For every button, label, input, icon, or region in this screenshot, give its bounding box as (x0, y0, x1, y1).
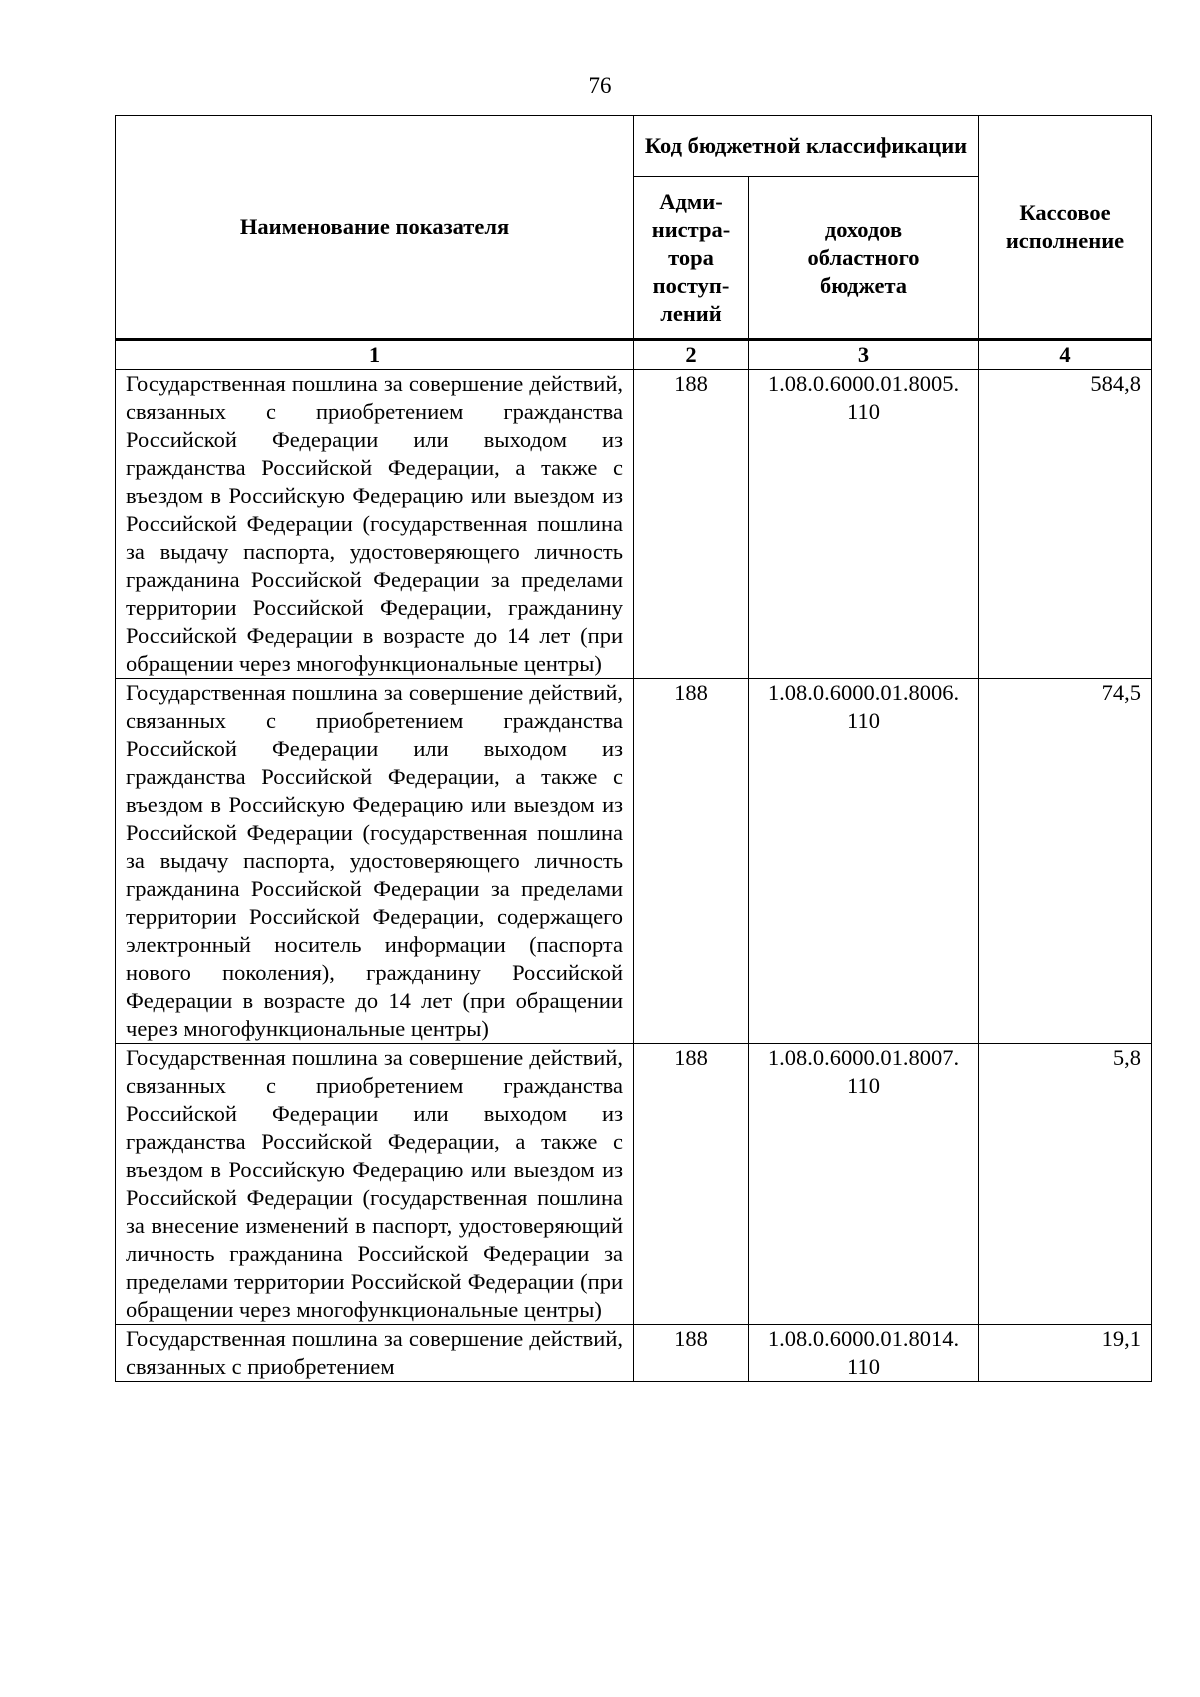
table-row (116, 1325, 1152, 1382)
indicator-name: Государственная пошлина за совершение действий, связанных с приобретением гражданства Российской Федерации или выходом из гражданства Российской Федерации, а также с въездом в Российскую Федерацию или выездом из Российской Федерации (государственная пошлина за внесение изменений в паспорт, удостоверяющий личность гражданина Российской Федерации за пределами территории Российской Федерации (при обращении через многофункциональные центры) (116, 1044, 634, 1325)
cash-execution-amount: 584,8 (979, 370, 1152, 679)
cash-execution-amount: 74,5 (979, 679, 1152, 1044)
indicator-name: Государственная пошлина за совершение действий, связанных с приобретением (116, 1325, 634, 1382)
table-row (116, 679, 1152, 1044)
cash-execution-amount: 19,1 (979, 1325, 1152, 1382)
indicator-name: Государственная пошлина за совершение действий, связанных с приобретением гражданства Российской Федерации или выходом из гражданства Российской Федерации, а также с въездом в Российскую Федерацию или выездом из Российской Федерации (государственная пошлина за выдачу паспорта, удостоверяющего личность гражданина Российской Федерации за пределами территории Российской Федерации, гражданину Российской Федерации в возрасте до 14 лет (при обращении через многофункциональные центры) (116, 370, 634, 679)
indicator-name: Государственная пошлина за совершение действий, связанных с приобретением гражданства Российской Федерации или выходом из гражданства Российской Федерации, а также с въездом в Российскую Федерацию или выездом из Российской Федерации (государственная пошлина за выдачу паспорта, удостоверяющего личность гражданина Российской Федерации за пределами территории Российской Федерации, содержащего электронный носитель информации (паспорта нового поколения), гражданину Российской Федерации в возрасте до 14 лет (при обращении через многофункциональные центры) (116, 679, 634, 1044)
column-number: 3 (749, 340, 979, 370)
header-revenue-administrator: Адми- нистра- тора поступ- лений (634, 177, 749, 340)
page-number: 76 (588, 73, 612, 98)
administrator-code: 188 (634, 1044, 749, 1325)
header-budget-code-group: Код бюджетной классификации (634, 116, 979, 177)
income-code-part: 110 (847, 708, 880, 733)
cash-execution-amount: 5,8 (979, 1044, 1152, 1325)
administrator-code: 188 (634, 370, 749, 679)
income-code-part: 1.08.0.6000.01.8006. (767, 680, 960, 705)
income-code (749, 1044, 979, 1325)
income-code-part: 110 (847, 1354, 880, 1379)
header-indicator-name: Наименование показателя (116, 116, 634, 340)
income-code (749, 679, 979, 1044)
income-code-part: 1.08.0.6000.01.8014. (767, 1326, 960, 1351)
table-row (116, 1044, 1152, 1325)
income-code-part: 1.08.0.6000.01.8007. (767, 1045, 960, 1070)
income-code (749, 370, 979, 679)
table-row (116, 370, 1152, 679)
column-number: 1 (116, 340, 634, 370)
income-code-part: 110 (847, 1073, 880, 1098)
income-code-part: 1.08.0.6000.01.8005. (767, 371, 960, 396)
income-code (749, 1325, 979, 1382)
budget-income-table (115, 115, 1152, 1382)
header-cash-execution: Кассовое исполнение (979, 116, 1152, 340)
column-number: 2 (634, 340, 749, 370)
column-number-row (116, 340, 1152, 370)
income-code-part: 110 (847, 399, 880, 424)
column-number: 4 (979, 340, 1152, 370)
header-regional-budget-income: доходов областного бюджета (749, 177, 979, 340)
administrator-code: 188 (634, 679, 749, 1044)
administrator-code: 188 (634, 1325, 749, 1382)
